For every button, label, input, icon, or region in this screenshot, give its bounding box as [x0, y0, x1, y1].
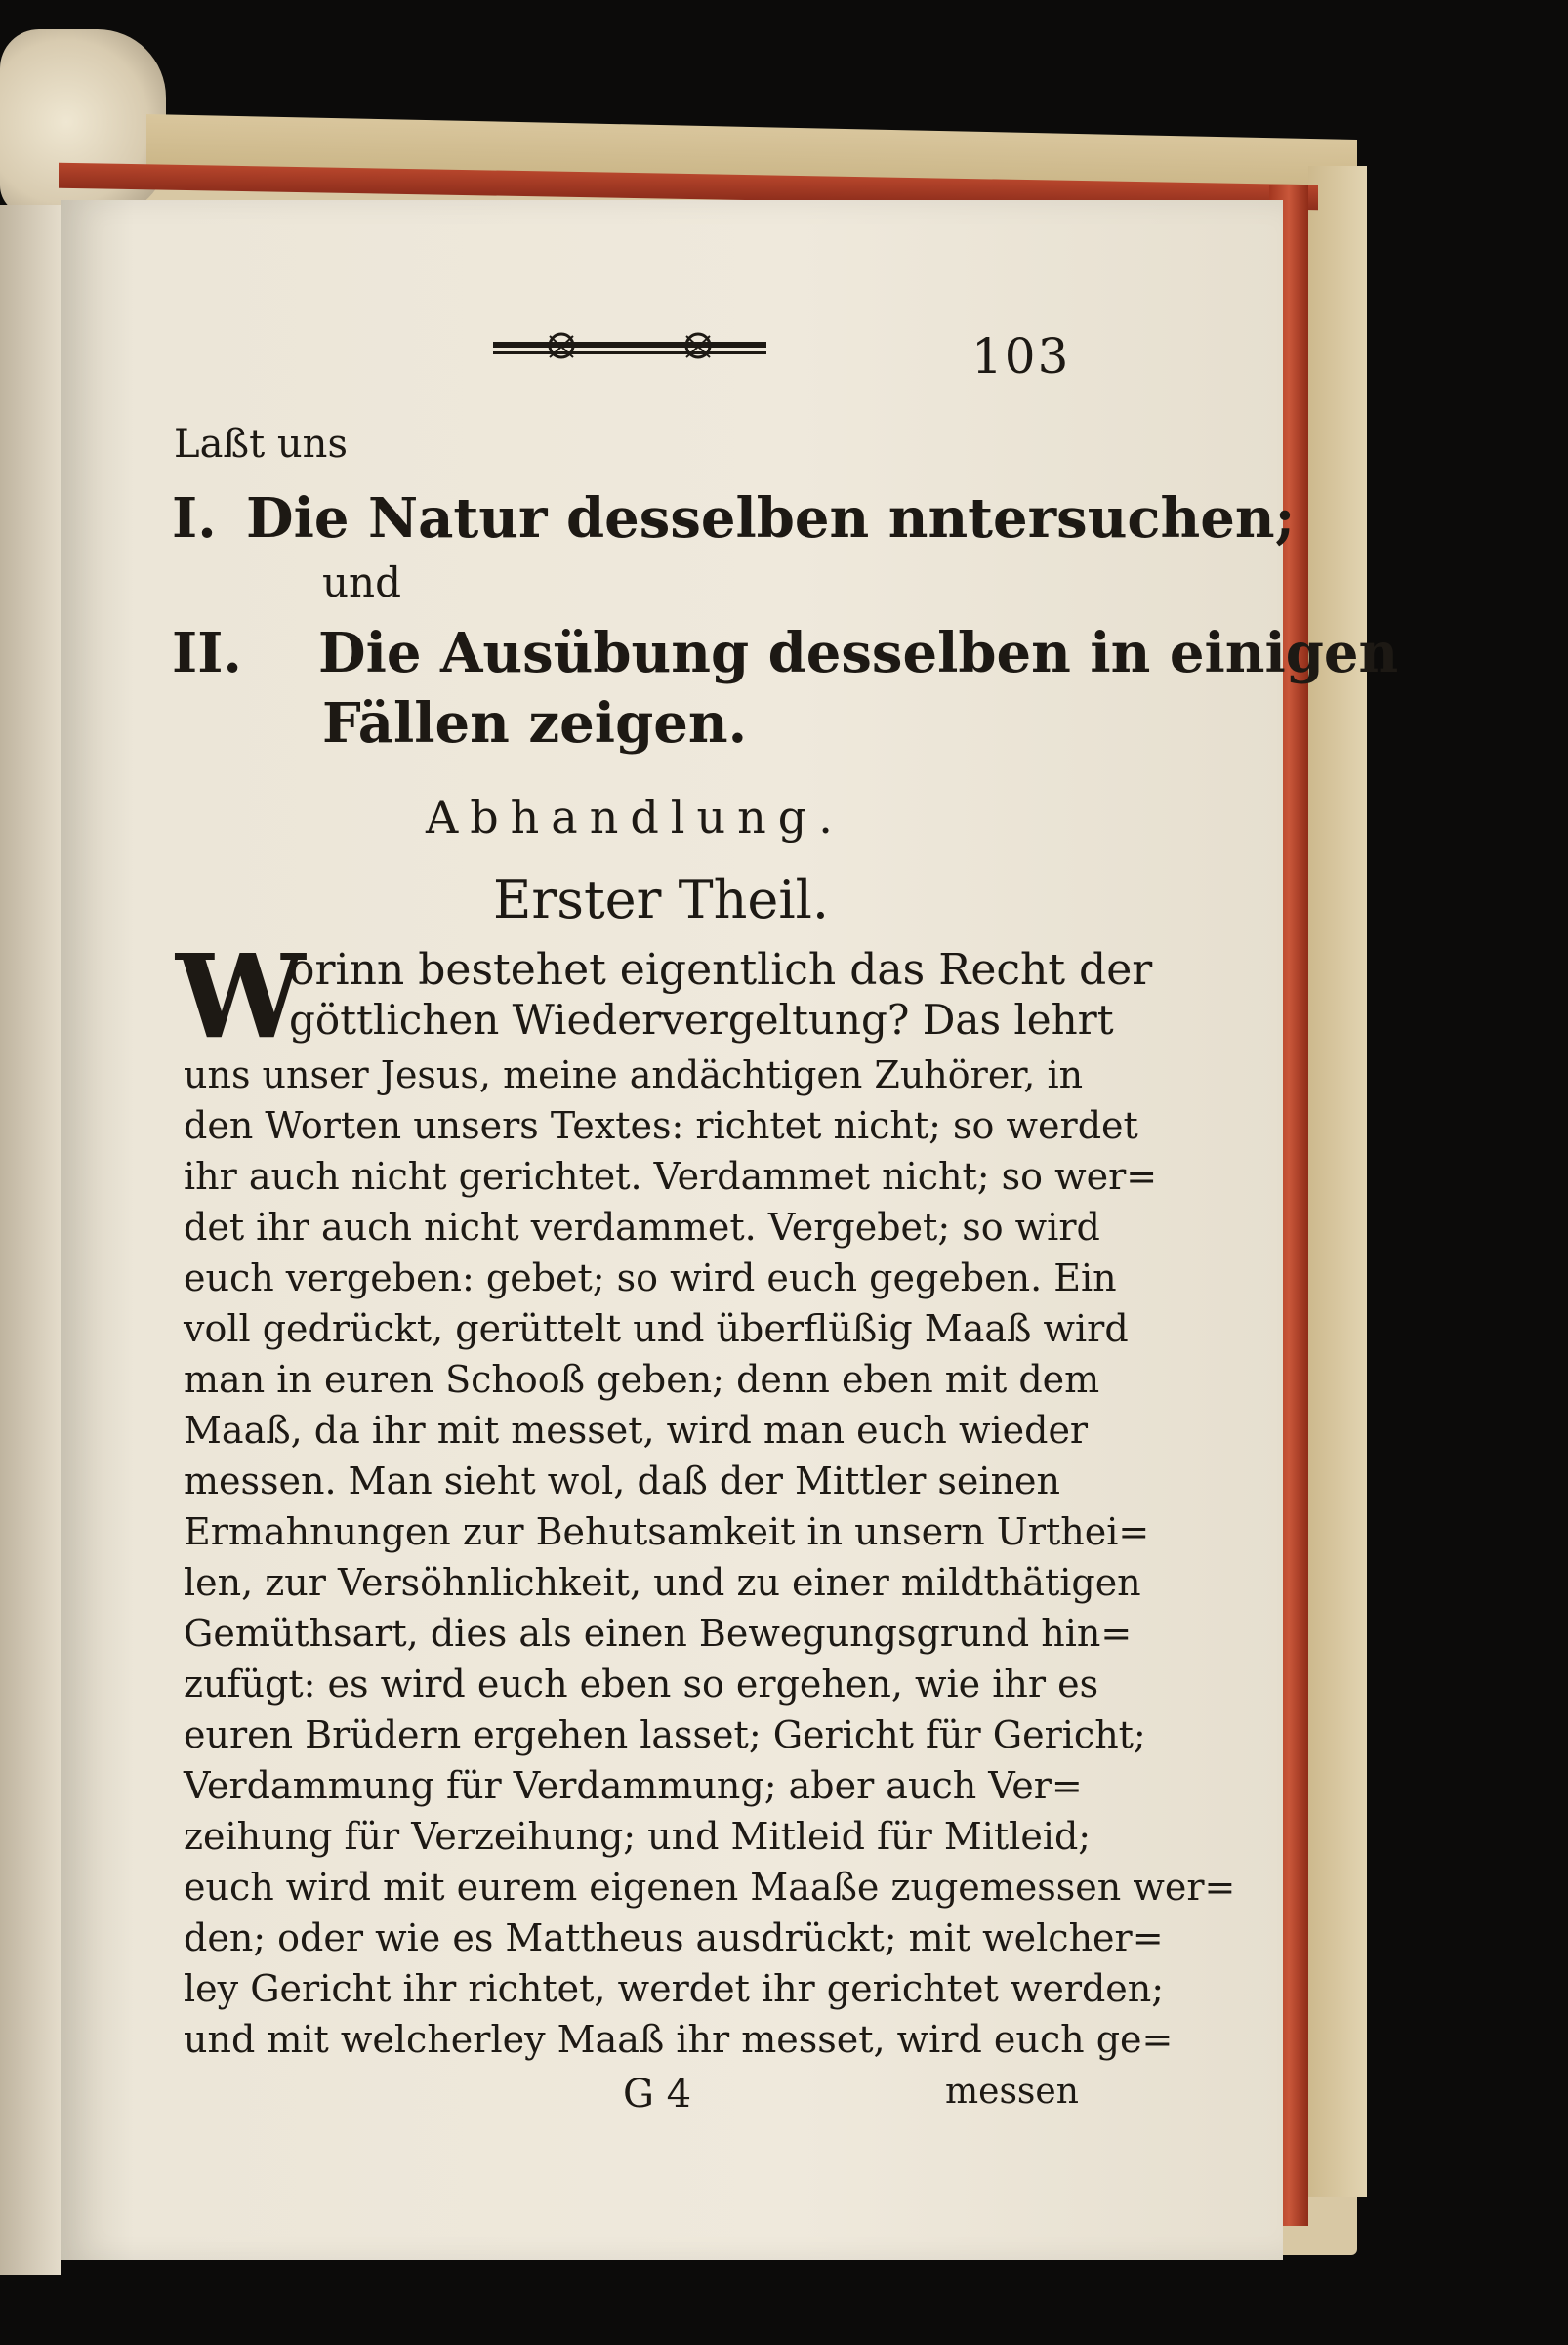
intro-und: und	[322, 558, 401, 606]
body-line: euch vergeben: gebet; so wird euch gegeben. Ein	[184, 1256, 1117, 1299]
body-line: voll gedrückt, gerüttelt und überflüßig Maaß wird	[184, 1307, 1129, 1350]
body-line: ley Gericht ihr richtet, werdet ihr gerichtet werden;	[184, 1967, 1165, 2010]
body-line: euren Brüdern ergehen lasset; Gericht für Gericht;	[184, 1713, 1146, 1756]
body-line: det ihr auch nicht verdammet. Vergebet; so wird	[184, 1206, 1100, 1249]
item-1-number: I.	[172, 486, 217, 551]
body-line: man in euren Schooß geben; denn eben mit dem	[184, 1358, 1100, 1401]
signature-mark: G 4	[623, 2072, 692, 2117]
page-number: 103	[971, 328, 1071, 385]
item-2-number: II.	[172, 621, 242, 685]
body-line: den; oder wie es Mattheus ausdrückt; mit welcher=	[184, 1916, 1164, 1959]
body-line: und mit welcherley Maaß ihr messet, wird euch ge=	[184, 2018, 1174, 2061]
part-heading: Erster Theil.	[493, 869, 830, 930]
body-line: euch wird mit eurem eigenen Maaße zugemessen wer=	[184, 1866, 1236, 1909]
body-line: zeihung für Verzeihung; und Mitleid für Mitleid;	[184, 1815, 1092, 1858]
body-line: uns unser Jesus, meine andächtigen Zuhörer, in	[184, 1053, 1084, 1096]
body-line: Verdammung für Verdammung; aber auch Ver=	[184, 1764, 1083, 1807]
body-line: len, zur Versöhnlichkeit, und zu einer mildthätigen	[184, 1561, 1141, 1604]
headpiece-ornament-icon	[493, 328, 766, 367]
book-right-board	[1308, 166, 1367, 2197]
body-line: Maaß, da ihr mit messet, wird man euch wieder	[184, 1409, 1089, 1452]
body-line: orinn bestehet eigentlich das Recht der	[289, 945, 1153, 995]
intro-line-laszt-uns: Laßt uns	[174, 422, 348, 467]
item-1-text: Die Natur desselben nntersuchen;	[246, 486, 1296, 551]
facing-page-edge	[0, 205, 61, 2275]
body-line: Ermahnungen zur Behutsamkeit in unsern Urthei=	[184, 1510, 1150, 1553]
body-line: Gemüthsart, dies als einen Bewegungsgrund hin=	[184, 1612, 1133, 1655]
item-2-text-line-1: Die Ausübung desselben in einigen	[318, 621, 1399, 685]
body-line: den Worten unsers Textes: richtet nicht; so werdet	[184, 1104, 1138, 1147]
catchword: messen	[945, 2072, 1079, 2112]
body-line: ihr auch nicht gerichtet. Verdammet nicht; so wer=	[184, 1155, 1158, 1198]
body-line: messen. Man sieht wol, daß der Mittler seinen	[184, 1460, 1061, 1502]
section-heading: Abhandlung.	[426, 791, 845, 843]
body-line: zufügt: es wird euch eben so ergehen, wie ihr es	[184, 1663, 1099, 1706]
body-line: göttlichen Wiedervergeltung? Das lehrt	[289, 996, 1114, 1044]
drop-cap: W	[176, 928, 306, 1064]
item-2-text-line-2: Fällen zeigen.	[322, 691, 748, 756]
